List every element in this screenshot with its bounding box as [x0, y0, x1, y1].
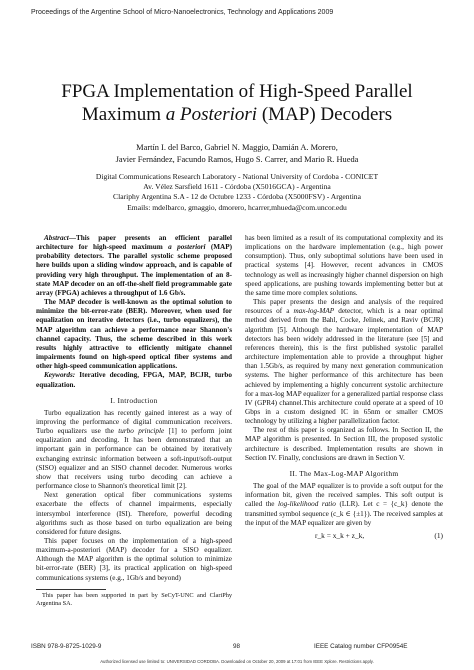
intro-paragraph-1: Turbo equalization has recently gained interest as a way of improving the performance of digital communication receivers. Turbo equalizers use the turbo principle [1] to perform joint equalization and decoding. It has been demonstrated that an important gain in performance can be obtained by iteratively exchanging extrinsic information between a soft-input/soft-output (SISO) equalizer and an SISO channel decoder. Numerous works show that receivers using turbo decoding can achieve a performance close to Shannon's theoretical limit [2]. [36, 408, 232, 491]
author-line-2: Javier Fernández, Facundo Ramos, Hugo S. Carrer, and Mario R. Hueda [115, 154, 359, 164]
left-column [36, 234, 232, 608]
abstract-paragraph: Abstract—This paper presents an efficient parallel architecture for high-speed maximum a posteriori (MAP) probability detectors. The parallel systolic scheme proposed here builds upon a sliding window approach, and is capable of providing very high throughput. The implementation of an 8-state MAP decoder on an off-the-shelf field programmable gate array (FPGA) achieves a throughput of 1.6 Gb/s. [36, 234, 232, 297]
equation-number: (1) [434, 530, 443, 540]
section-heading-introduction: I. Introduction [110, 395, 158, 405]
footnote-rule [36, 589, 106, 590]
author-line-1: Martín I. del Barco, Gabriel N. Maggio, Damián A. Morero, [136, 143, 338, 152]
section-heading-max-log-map: II. The Max-Log-MAP Algorithm [289, 468, 399, 478]
affiliation-lab-address: Av. Vélez Sarsfield 1611 - Córdoba (X5016GCA) - Argentina [143, 182, 331, 192]
right-column [245, 234, 443, 540]
affiliation-emails: Emails: mdelbarco, gmaggio, dmorero, hcarrer,mhueda@com.uncor.edu [127, 202, 347, 212]
license-notice: Authorized licensed use limited to: UNIVERSIDAD CORDOBA. Downloaded on October 20, 2009 at 17:01 from IEEE Xplore. Restrictions apply. [100, 659, 374, 664]
intro-paragraph-3: This paper focuses on the implementation of a high-speed maximum-a-posteriori (MAP) decoder for a SISO equalizer. Although the MAP algorithm is the optimal solution to minimize bit-error-rate (BER) [3], its practical application on high-speed communications systems (e.g., 1Gb/s and beyond) [36, 537, 232, 582]
author-list [0, 142, 474, 165]
intro-paragraph-2: Next generation optical fiber communications systems exacerbate the effects of channel impairments, especially intersymbol interference (ISI). Therefore, powerful decoding algorithms such as those based on turbo equalization are being considered for future designs. [36, 491, 232, 536]
equation-1 [245, 531, 443, 540]
abstract-paragraph-2: The MAP decoder is well-known as the optimal solution to minimize the bit-error-rate (BER). Moreover, when used for equalization on iterative detectors (i.e., turbo equalizers), the MAP algorithm can achieve a performance near Shannon's channel capacity. Thus, the scheme described in this work results highly attractive to efficiently mitigate channel impairments found on high-speed optical fiber systems and other high-speed communication applications. [36, 298, 232, 371]
right-paragraph-3: The rest of this paper is organized as follows. In Section II, the MAP algorithm is presented. In Section III, the proposed systolic architecture is described. Implementation results are shown in Section IV. Finally, conclusions are drawn in Section V. [245, 426, 443, 462]
page-number: 98 [233, 643, 241, 650]
affiliations [0, 172, 474, 213]
funding-footnote: This paper has been supported in part by SeCyT-UNC and ClariPhy Argentina SA. [36, 591, 232, 607]
keywords: Keywords: Iterative decoding, FPGA, MAP, BCJR, turbo equalization. [36, 371, 232, 389]
affiliation-company: Clariphy Argentina S.A - 12 de Octubre 1233 - Córdoba (X5000FSV) - Argentina [113, 192, 361, 202]
right-paragraph-4: The goal of the MAP equalizer is to provide a soft output for the information bit, given the received samples. This soft output is called the log-likelihood ratio (LLR). Let c = {c_k} denote the transmitted symbol sequence (c_k ∈ {±1}). The received samples at the input of the MAP equalizer are given by [245, 482, 443, 527]
affiliation-lab: Digital Communications Research Laboratory - National University of Cordoba - CONICET [95, 172, 379, 181]
paper-title-line-2: Maximum a Posteriori (MAP) Decoders [81, 104, 393, 125]
footer-isbn: ISBN 978-9-8725-1029-9 [31, 643, 102, 650]
right-paragraph-1: has been limited as a result of its computational complexity and its implications on the hardware implementation (e.g., high power consumption). Thus, only suboptimal solutions have been used in practical systems [4]. However, recent advances in CMOS technology as well as increasingly higher channel dispersion on high speed applications, are pushing towards implementing better but at the same time more complex solutions. [245, 234, 443, 297]
right-paragraph-2: This paper presents the design and analysis of the required resources of a max-log-MAP detector, which is a near optimal method derived from the Bahl, Cocke, Jelinek, and Raviv (BCJR) algorithm [5]. Although the hardware implementation of MAP detectors has been widely addressed in the literature (see [5] and references therein), this is the first published systolic parallel architecture implementation able to provide a throughput higher than 1.5Gb/s, as required by many next generation communication systems. The higher performance of this architecture has been achieved by implementing a highly concurrent systolic architecture for a max-log MAP equalizer for a generalized partial response class IV (GPR4) channel.This architecture could operate at a speed of 10 Gbps in a custom designed IC in 65nm or smaller CMOS technology by utilizing a higher parallelization factor. [245, 298, 443, 426]
equation-expression: r_k = x_k + z_k, [315, 530, 365, 540]
running-head: Proceedings of the Argentine School of Micro-Nanoelectronics, Technology and Applications 2009 [31, 9, 334, 16]
footer-catalog: IEEE Catalog number CFP0954E [314, 643, 408, 650]
paper-title-line-1: FPGA Implementation of High-Speed Parallel [61, 81, 413, 102]
